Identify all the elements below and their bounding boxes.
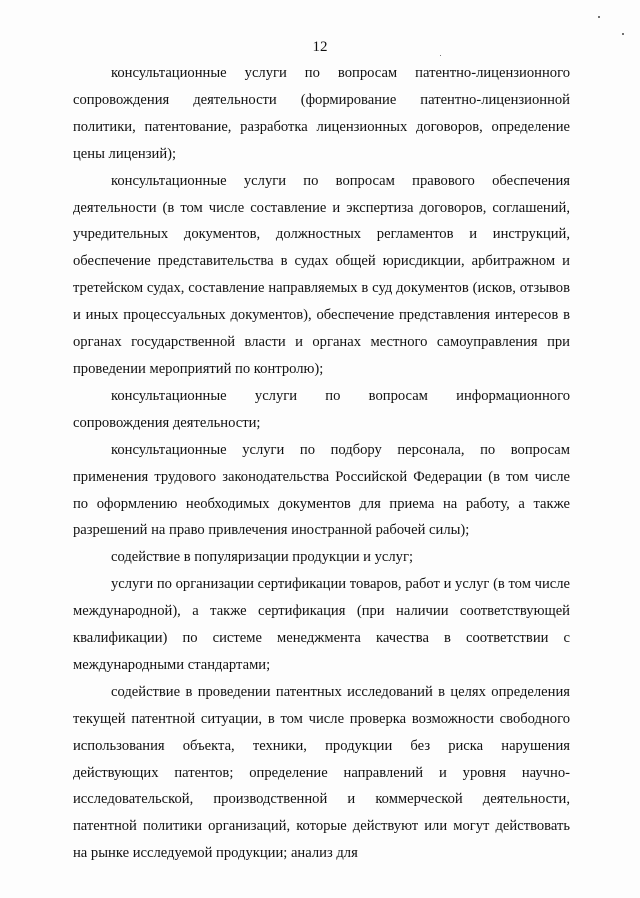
- paragraph-patent-research: содействие в проведении патентных исследований в целях определения текущей патентной ситуации, в том числе проверка возможности свободного использования объекта, техники, продукции без риска нарушения действующих патентов; определение направлений и уровня научно-исследовательской, производственной и коммерческой деятельности, патентной политики организаций, которые действуют или могут действовать на рынке исследуемой продукции; анализ для: [73, 683, 570, 862]
- paragraph-product-promotion: содействие в популяризации продукции и услуг;: [111, 549, 414, 566]
- document-body: [73, 60, 570, 867]
- paragraph-personnel-consulting: консультационные услуги по подбору персонала, по вопросам применения трудового законодательства Российской Федерации (в том числе по оформлению необходимых документов для приема на работу, а также разрешений на право привлечения иностранной рабочей силы);: [73, 441, 570, 539]
- scan-speck: [440, 55, 441, 56]
- scan-speck: [622, 33, 624, 35]
- paragraph-patent-licensing-consulting: консультационные услуги по вопросам патентно-лицензионного сопровождения деятельности (формирование патентно-лицензионной политики, патентование, разработка лицензионных договоров, определение цены лицензий);: [73, 65, 570, 162]
- page-number: 12: [312, 39, 328, 55]
- paragraph-certification-services: услуги по организации сертификации товаров, работ и услуг (в том числе международной), а также сертификация (при наличии соответствующей квалификации) по системе менеджмента качества в соответствии с международными стандартами;: [73, 576, 570, 673]
- scan-speck: [598, 16, 600, 18]
- paragraph-information-consulting: консультационные услуги по вопросам информационного сопровождения деятельности;: [73, 387, 570, 431]
- paragraph-legal-consulting: консультационные услуги по вопросам правового обеспечения деятельности (в том числе составление и экспертиза договоров, соглашений, учредительных документов, должностных регламентов и инструкций, обеспечение представительства в судах общей юрисдикции, арбитражном и третейском судах, составление направляемых в суд документов (исков, отзывов и иных процессуальных документов), обеспечение представления интересов в органах государственной власти и органах местного самоуправления при проведении мероприятий по контролю);: [73, 172, 570, 377]
